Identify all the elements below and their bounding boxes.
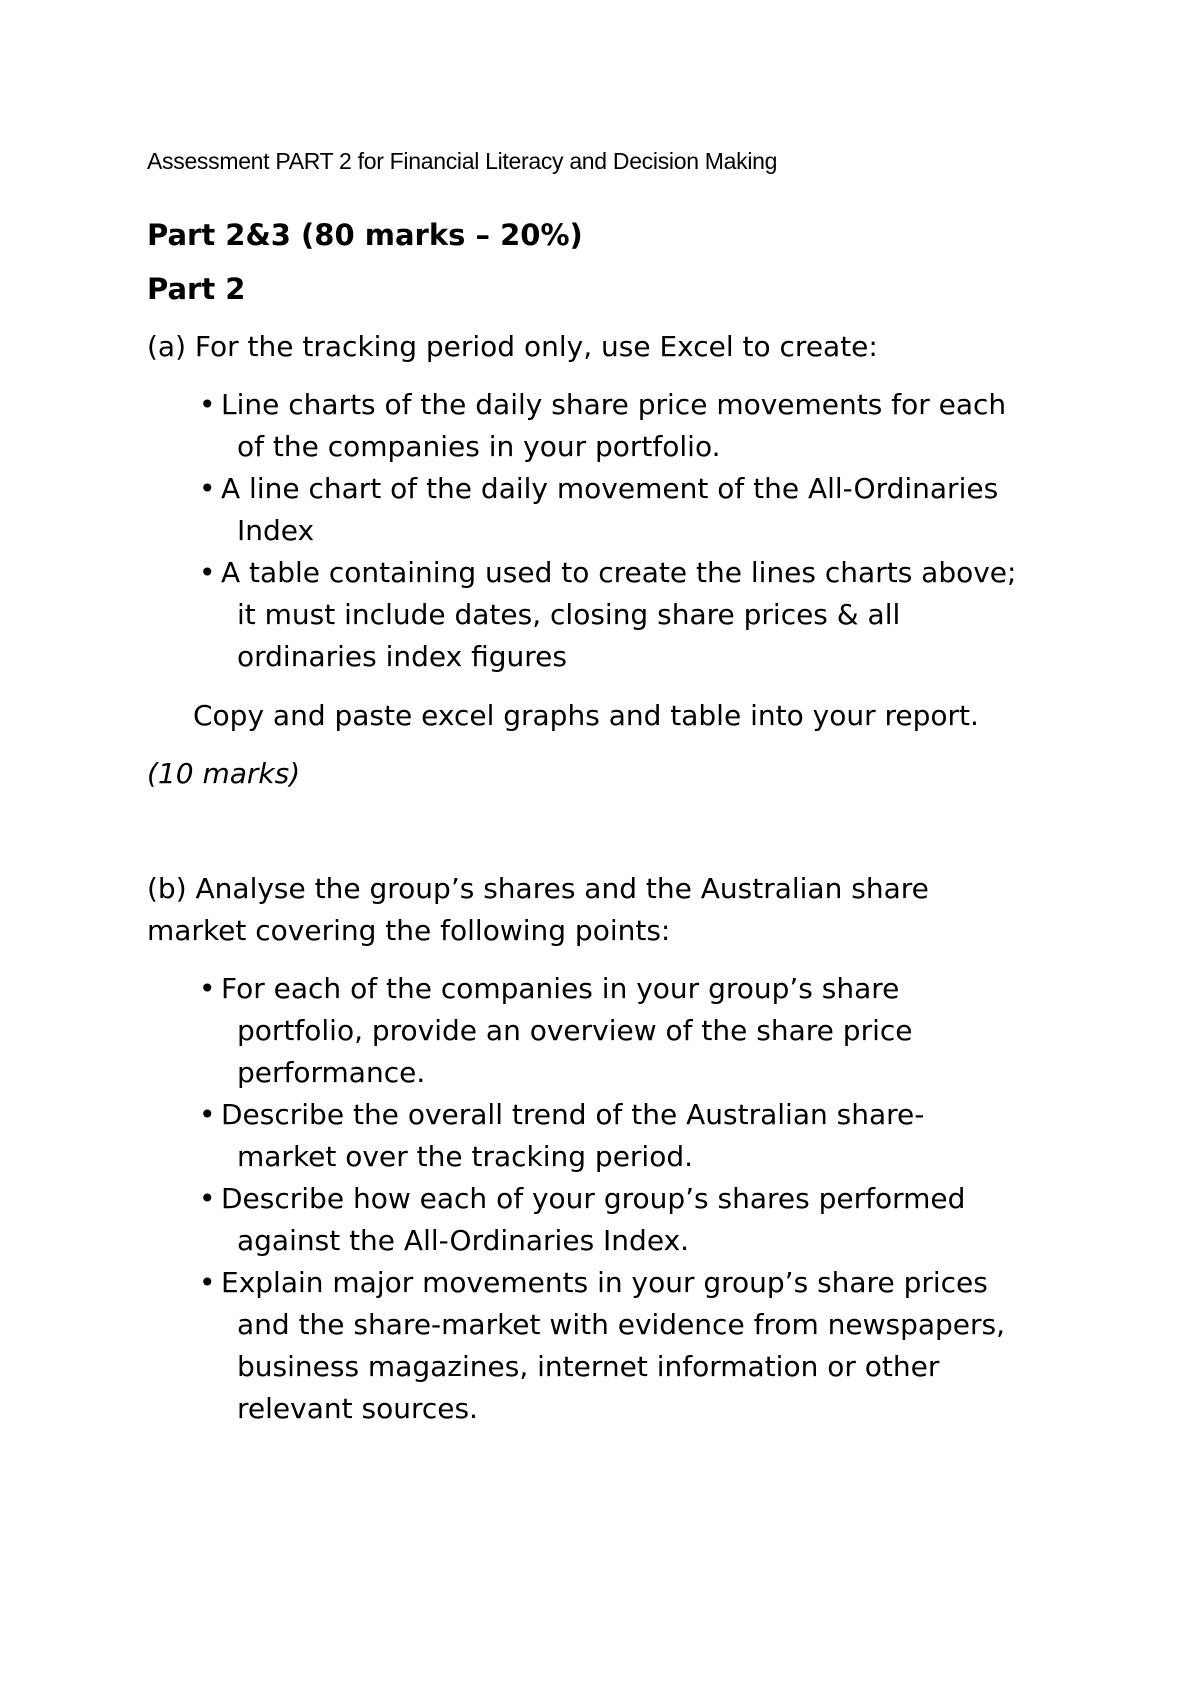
section-a-intro: (a) For the tracking period only, use Excel to create: — [147, 330, 878, 363]
bullet-icon: • — [199, 972, 216, 1005]
list-item-line: Explain major movements in your group’s share prices — [221, 1266, 988, 1299]
list-item-line: A line chart of the daily movement of the All-Ordinaries — [221, 472, 999, 505]
bullet-icon: • — [199, 1098, 216, 1131]
section-b-intro-line: (b) Analyse the group’s shares and the Australian share — [147, 872, 929, 905]
list-item-line: business magazines, internet information or other — [237, 1350, 940, 1383]
list-item-line: For each of the companies in your group’s share — [221, 972, 900, 1005]
list-item-line: ordinaries index figures — [237, 640, 567, 673]
bullet-icon: • — [199, 1182, 216, 1215]
list-item-line: Index — [237, 514, 315, 547]
list-item-line: relevant sources. — [237, 1392, 478, 1425]
list-item-line: and the share-market with evidence from newspapers, — [237, 1308, 1006, 1341]
bullet-icon: • — [199, 556, 216, 589]
copy-note: Copy and paste excel graphs and table into your report. — [193, 699, 979, 732]
list-item-line: market over the tracking period. — [237, 1140, 694, 1173]
marks-label: (10 marks) — [147, 757, 301, 790]
list-item-line: A table containing used to create the lines charts above; — [221, 556, 1017, 589]
bullet-icon: • — [199, 388, 216, 421]
section-b-intro-line: market covering the following points: — [147, 914, 671, 947]
list-item-line: Describe how each of your group’s shares performed — [221, 1182, 966, 1215]
list-item-line: Line charts of the daily share price movements for each — [221, 388, 1007, 421]
document-title: Assessment PART 2 for Financial Literacy and Decision Making — [147, 148, 778, 174]
list-item-line: portfolio, provide an overview of the share price — [237, 1014, 913, 1047]
bullet-icon: • — [199, 472, 216, 505]
list-item-line: it must include dates, closing share prices & all — [237, 598, 901, 631]
list-item-line: of the companies in your portfolio. — [237, 430, 721, 463]
list-item-line: performance. — [237, 1056, 426, 1089]
list-item-line: against the All-Ordinaries Index. — [237, 1224, 690, 1257]
list-item-line: Describe the overall trend of the Australian share- — [221, 1098, 925, 1131]
main-heading: Part 2&3 (80 marks – 20%) — [147, 218, 583, 252]
part-heading: Part 2 — [147, 272, 246, 306]
bullet-icon: • — [199, 1266, 216, 1299]
